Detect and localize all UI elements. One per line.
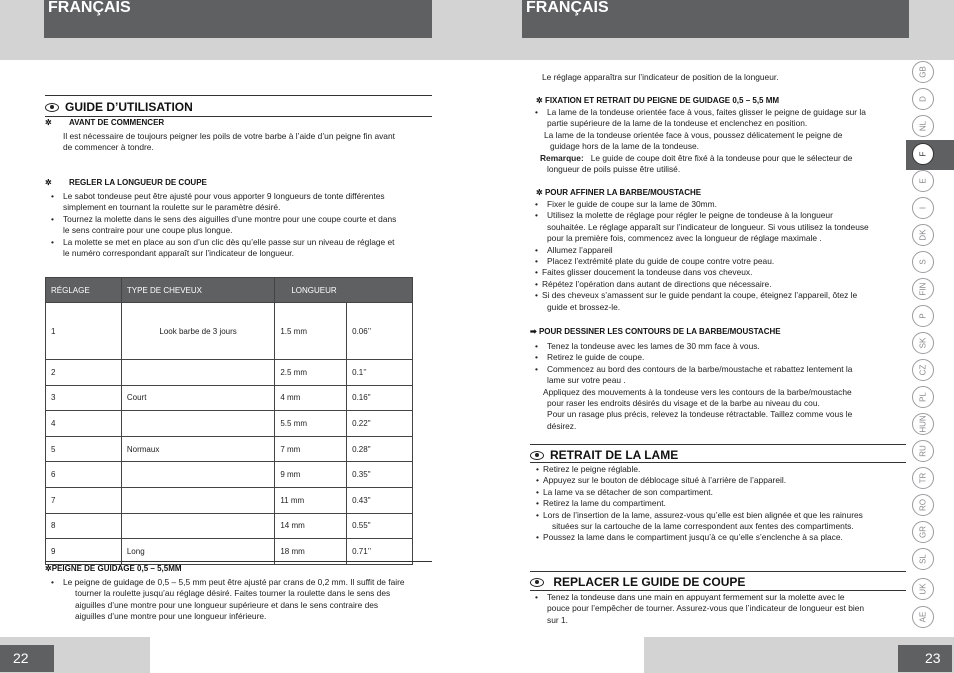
regler-list (51, 191, 436, 259)
section-rule (530, 571, 906, 572)
table-row: 8 14 mm 0.55" (46, 513, 413, 539)
table-row: 2 2.5 mm 0.1’’ (46, 360, 413, 386)
lang-tab-gb[interactable]: GB (912, 61, 934, 83)
lang-tab-p[interactable]: P (912, 305, 934, 327)
replacer-list: • Tenez la tondeuse dans une main en appuyant fermement sur la molette avec le pouce pour l’empêcher de tourner. Assurez-vous que l’indicateur de longueur est bien sur 1. (535, 592, 865, 625)
list-item: • La molette se met en place au son d’un clic dès qu’elle passe sur un niveau de réglage et le numéro correspondant apparaît sur l’indicateur de longueur. (51, 236, 395, 259)
gear-icon: ✲ (45, 118, 52, 127)
fixation-list: • La lame de la tondeuse orientée face à vous, faites glisser le peigne de guidage sur la partie supérieure de la lame de la tondeuse et enclenchez en position. La lame de la tondeuse orientée face à vous, poussez délicatement le peigne de guidage hors de la lame de la tondeuse. Remarque: Le guide de coupe doit être fixé à la tondeuse pour que le sélecteur de longueur de poils puisse être utilisé. (535, 107, 866, 175)
lang-tab-uk[interactable]: UK (912, 578, 934, 600)
page-title-right: FRANÇAIS (522, 0, 909, 38)
subsection-title-avant: ✲ AVANT DE COMMENCER (45, 118, 165, 127)
section-title-retrait: RETRAIT DE LA LAME (530, 448, 678, 462)
lang-tab-ro[interactable]: RO (912, 494, 934, 516)
section-title-guide: GUIDE D’UTILISATION (45, 100, 193, 114)
gear-icon: ✲ (536, 188, 543, 197)
lang-tab-sk[interactable]: SK (912, 332, 934, 354)
lang-tab-e[interactable]: E (912, 170, 934, 192)
retrait-list: • Retirez le peigne réglable. • Appuyez sur le bouton de déblocage situé à l’arrière de l’appareil. • La lame va se détacher de son compartiment. • Retirez la lame du compartiment. • Lors de l’insertion de la lame, assurez-vous qu’elle est bien alignée et que les rainures situées sur la cartouche de la lame correspondent aux fentes des compartiments. • Poussez la lame dans le compartiment jusqu’à ce qu’elle s’enclenche à sa place. (536, 464, 863, 543)
lang-tab-sl[interactable]: SL (912, 548, 934, 570)
avant-text: Il est nécessaire de toujours peigner les poils de votre barbe à l’aide d’un peigne fin avant de commencer à tondre. (63, 131, 395, 153)
right-page (477, 0, 954, 673)
column-header: RÉGLAGE (46, 278, 122, 303)
table-row: 6 9 mm 0.35" (46, 462, 413, 488)
lang-tab-f[interactable]: F (912, 143, 934, 165)
eye-icon (530, 578, 544, 587)
list-item: • Tournez la molette dans le sens des aiguilles d’une montre pour une coupe courte et dans le sens contraire pour une coupe plus longue. (51, 213, 397, 236)
table-row: 4 5.5 mm 0.22" (46, 411, 413, 437)
page-title-left: FRANÇAIS (44, 0, 432, 38)
gear-icon: ✲ (45, 178, 52, 187)
subsection-title-regler: ✲ REGLER LA LONGUEUR DE COUPE (45, 178, 207, 187)
section-rule (530, 444, 906, 445)
lang-tab-ae[interactable]: AE (912, 606, 934, 628)
section-title-replacer: REPLACER LE GUIDE DE COUPE (530, 575, 745, 589)
table-row: 1 Look barbe de 3 jours 1.5 mm 0.06’’ (46, 303, 413, 360)
subsection-title-contours: ➡ POUR DESSINER LES CONTOURS DE LA BARBE/MOUSTACHE (530, 327, 781, 336)
lang-tab-s[interactable]: S (912, 251, 934, 273)
lang-tab-hun[interactable]: HUN (912, 413, 934, 435)
page-number-right: 23 (898, 645, 952, 672)
peigne-text: • Le peigne de guidage de 0,5 – 5,5 mm peut être ajusté par crans de 0,2 mm. Il suffit de faire tourner la roulette jusqu’au réglage désiré. Faites tourner la roulette dans le sens des aiguilles d’une montre pour une longueur supérieure et dans le sens contraire des aiguilles d’une montre pour une longueur inférieure. (51, 577, 405, 622)
lang-tab-ru[interactable]: RU (912, 440, 934, 462)
arrow-right-icon: ➡ (530, 327, 537, 336)
lang-tab-d[interactable]: D (912, 88, 934, 110)
lang-tab-pl[interactable]: PL (912, 386, 934, 408)
lang-tab-fin[interactable]: FIN (912, 278, 934, 300)
page-number-left: 22 (0, 645, 54, 672)
gear-icon: ✲ (45, 564, 52, 573)
section-rule (530, 462, 906, 463)
section-rule (45, 561, 432, 562)
lang-tab-gr[interactable]: GR (912, 521, 934, 543)
intro-text: Le réglage apparaîtra sur l’indicateur de position de la longueur. (542, 72, 779, 82)
lang-tab-cz[interactable]: CZ (912, 359, 934, 381)
eye-icon (45, 103, 59, 112)
column-header: LONGUEUR (275, 278, 413, 303)
section-rule (45, 95, 432, 96)
subsection-title-affiner: ✲ POUR AFFINER LA BARBE/MOUSTACHE (536, 188, 702, 197)
table-row: 9 Long 18 mm 0.71’’ (46, 539, 413, 565)
lang-tab-nl[interactable]: NL (912, 115, 934, 137)
eye-icon (530, 451, 544, 460)
column-header: TYPE DE CHEVEUX (121, 278, 274, 303)
affiner-list: • Fixer le guide de coupe sur la lame de 30mm. • Utilisez la molette de réglage pour régler le peigne de tondeuse à la longueur souhaitée. Le réglage apparaît sur l’indicateur de longueur. Si vous utilisez la tondeuse pour la première fois, commencez avec la longueur de réglage maximale . • Allumez l’appareil • Placez l’extrémité plate du guide de coupe contre votre peau. • Faites glisser doucement la tondeuse dans vos cheveux. • Répétez l’opération dans autant de directions que nécessaire. • Si des cheveux s’amassent sur le guide pendant la coupe, éteignez l’appareil, ôtez le guide et brossez-le. (535, 199, 869, 312)
subsection-title-fixation: ✲ FIXATION ET RETRAIT DU PEIGNE DE GUIDAGE 0,5 – 5,5 MM (536, 96, 780, 105)
gear-icon: ✲ (536, 96, 543, 105)
section-rule (530, 590, 906, 591)
table-row: 3 Court 4 mm 0.16" (46, 385, 413, 411)
lang-tab-tr[interactable]: TR (912, 467, 934, 489)
contours-list: • Tenez la tondeuse avec les lames de 30 mm face à vous. • Retirez le guide de coupe. • Commencez au bord des contours de la barbe/moustache et rabattez lentement la lame sur votre peau . Appliquez des mouvements à la tondeuse vers les contours de la barbe/moustache pour raser les endroits désirés du visage et de la barbe au niveau du cou. Pour un rasage plus précis, relevez la tondeuse rétractable. Taillez comme vous le désirez. (535, 341, 853, 431)
table-header-row (46, 278, 413, 303)
length-table (45, 277, 413, 565)
subsection-title-peigne: ✲PEIGNE DE GUIDAGE 0,5 – 5,5MM (45, 564, 182, 573)
section-rule (45, 116, 432, 117)
lang-tab-i[interactable]: I (912, 197, 934, 219)
lang-tab-dk[interactable]: DK (912, 224, 934, 246)
list-item: • Le sabot tondeuse peut être ajusté pour vous apporter 9 longueurs de tonte différentes simplement en tournant la roulette sur le paramètre désiré. (51, 191, 385, 213)
table-row: 7 11 mm 0.43" (46, 487, 413, 513)
table-row: 5 Normaux 7 mm 0.28" (46, 436, 413, 462)
